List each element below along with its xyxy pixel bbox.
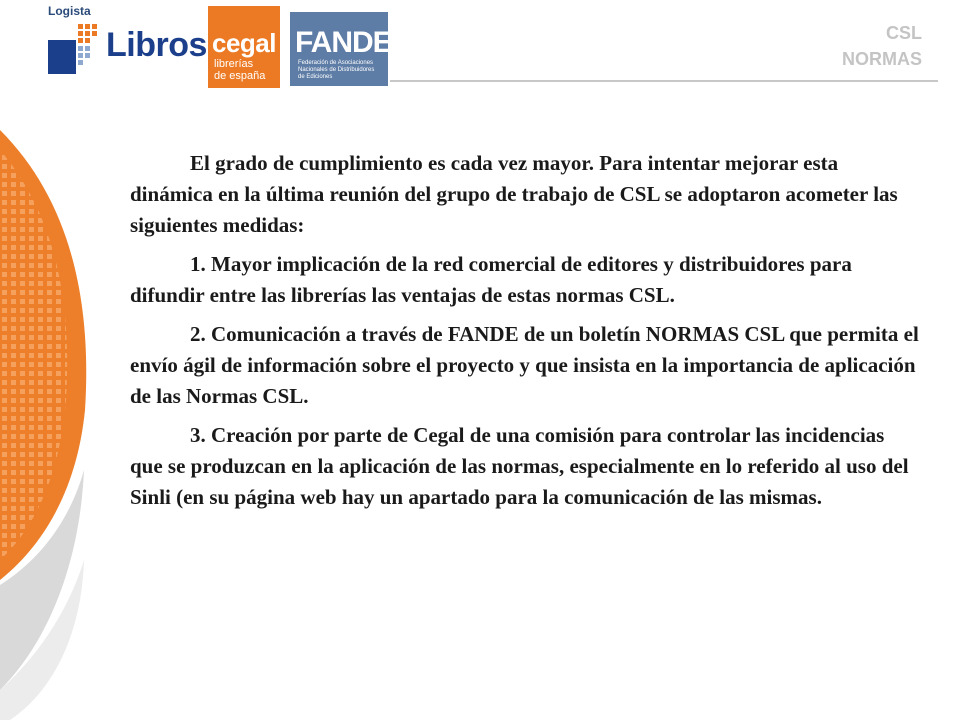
body-paragraph-measure-3: 3. Creación por parte de Cegal de una comisión para controlar las incidencias que se produzcan en la aplicación de las normas, especialmente en lo referido al uso del Sinli (en su página web hay un apartado para la comunicación de las mismas.: [130, 423, 909, 509]
corner-tag: [842, 20, 922, 72]
libros-label: Libros: [106, 26, 207, 64]
cegal-sub-line1: librerías: [214, 58, 254, 70]
header-divider: [390, 80, 938, 82]
fande-label: FANDE: [295, 26, 392, 59]
logista-dots-icon: [48, 20, 104, 76]
logista-libros-logo: [48, 4, 208, 78]
cegal-subtitle: [214, 58, 265, 82]
body-paragraph-measure-2: 2. Comunicación a través de FANDE de un boletín NORMAS CSL que permita el envío ágil de información sobre el proyecto y que insista en la importancia de aplicación de las Normas CSL.: [130, 322, 919, 408]
fande-subtitle: Federación de Asociaciones Nacionales de Distribuidores de Ediciones: [298, 60, 375, 80]
decorative-arc-graphic: [0, 0, 120, 720]
cegal-sub-line2: de españa: [214, 70, 266, 82]
body-paragraph-measure-1: 1. Mayor implicación de la red comercial de editores y distribuidores para difundir entre las librerías las ventajas de estas normas CSL.: [130, 252, 852, 307]
fande-logo: [290, 12, 392, 86]
slide-body: [130, 148, 920, 521]
header: [0, 0, 960, 95]
logista-label: Logista: [48, 4, 91, 18]
corner-tag-line2: NORMAS: [842, 49, 922, 69]
body-paragraph-intro: El grado de cumplimiento es cada vez mayor. Para intentar mejorar esta dinámica en la última reunión del grupo de trabajo de CSL se adoptaron acometer las siguientes medidas:: [130, 151, 898, 237]
cegal-logo: [208, 6, 280, 88]
corner-tag-line1: CSL: [886, 23, 922, 43]
cegal-label: cegal: [212, 28, 276, 58]
